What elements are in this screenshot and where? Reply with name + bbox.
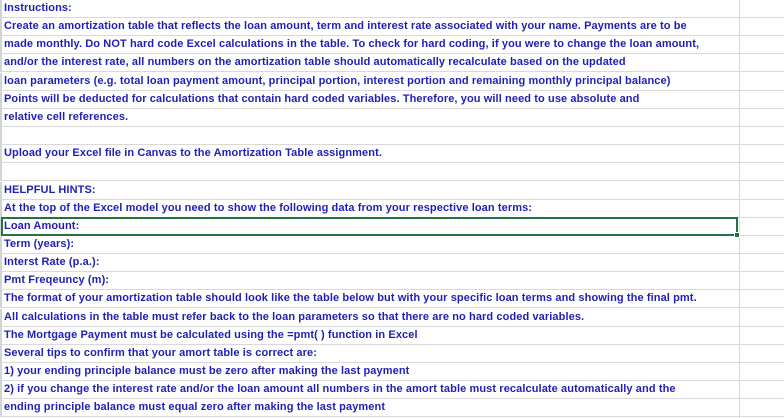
row-left-border: [0, 327, 2, 344]
cell-text[interactable]: At the top of the Excel model you need to show the following data from your respective loan terms:: [4, 201, 533, 214]
row-left-border: [0, 381, 2, 398]
row-left-border: [0, 182, 2, 199]
sheet-row[interactable]: [0, 36, 784, 54]
cell-text[interactable]: Term (years):: [4, 237, 75, 250]
sheet-row[interactable]: [0, 381, 784, 399]
active-cell-selection[interactable]: [1, 217, 738, 236]
sheet-row[interactable]: [0, 163, 784, 181]
row-left-border: [0, 54, 2, 71]
cell-text[interactable]: Loan Amount:: [4, 219, 80, 232]
row-left-border: [0, 345, 2, 362]
row-left-border: [0, 200, 2, 217]
cell-text[interactable]: Several tips to confirm that your amort table is correct are:: [4, 346, 317, 359]
row-left-border: [0, 254, 2, 271]
row-left-border: [0, 236, 2, 253]
cell-text[interactable]: made monthly. Do NOT hard code Excel calculations in the table. To check for hard coding, if you were to change the loan amount,: [4, 38, 700, 51]
row-left-border: [0, 91, 2, 108]
row-left-border: [0, 309, 2, 326]
row-left-border: [0, 18, 2, 35]
cell-text[interactable]: All calculations in the table must refer back to the loan parameters so that there are no hard coded variables.: [4, 310, 585, 323]
sheet-row[interactable]: [0, 54, 784, 72]
sheet-row[interactable]: [0, 91, 784, 109]
row-left-border: [0, 109, 2, 126]
sheet-row[interactable]: [0, 363, 784, 381]
row-left-border: [0, 363, 2, 380]
sheet-row[interactable]: [0, 182, 784, 200]
sheet-row[interactable]: [0, 109, 784, 127]
sheet-row[interactable]: [0, 254, 784, 272]
sheet-row[interactable]: [0, 327, 784, 345]
row-left-border: [0, 163, 2, 180]
sheet-row[interactable]: [0, 309, 784, 327]
cell-text[interactable]: Points will be deducted for calculations that contain hard coded variables. Therefore, you will need to use absolute and: [4, 92, 640, 105]
cell-text[interactable]: 2) if you change the interest rate and/or the loan amount all numbers in the amort table must recalculate automatically and the: [4, 383, 676, 396]
row-left-border: [0, 399, 2, 416]
cell-text[interactable]: loan parameters (e.g. total loan payment amount, principal portion, interest portion and remaining monthly principal balance): [4, 74, 671, 87]
cell-text[interactable]: Interst Rate (p.a.):: [4, 256, 100, 269]
cell-text[interactable]: 1) your ending principle balance must be zero after making the last payment: [4, 365, 410, 377]
row-left-border: [0, 0, 2, 17]
row-left-border: [0, 272, 2, 289]
sheet-row[interactable]: [0, 345, 784, 363]
row-left-border: [0, 73, 2, 90]
cell-text[interactable]: The Mortgage Payment must be calculated using the =pmt( ) function in Excel: [4, 328, 418, 341]
sheet-row[interactable]: [0, 145, 784, 163]
cell-text[interactable]: Create an amortization table that reflects the loan amount, term and interest rate associated with your name. Payments are to be: [4, 20, 687, 33]
cell-text[interactable]: Upload your Excel file in Canvas to the Amortization Table assignment.: [4, 147, 383, 160]
sheet-row[interactable]: [0, 0, 784, 18]
row-left-border: [0, 145, 2, 162]
sheet-row[interactable]: [0, 399, 784, 417]
sheet-row[interactable]: [0, 73, 784, 91]
fill-handle[interactable]: [734, 232, 740, 238]
cell-text[interactable]: and/or the interest rate, all numbers on the amortization table should automatically recalculate based on the updated: [4, 56, 626, 69]
row-left-border: [0, 36, 2, 53]
sheet-row[interactable]: [0, 272, 784, 290]
cell-text[interactable]: Pmt Freqeuncy (m):: [4, 274, 110, 287]
cell-text[interactable]: The format of your amortization table should look like the table below but with your specific loan terms and showing the final pmt.: [4, 292, 697, 305]
cell-text[interactable]: Instructions:: [4, 2, 72, 14]
row-left-border: [0, 127, 2, 144]
cell-text[interactable]: HELPFUL HINTS:: [4, 183, 96, 196]
sheet-row[interactable]: [0, 127, 784, 145]
sheet-row[interactable]: [0, 290, 784, 308]
sheet-row[interactable]: [0, 236, 784, 254]
sheet-row[interactable]: [0, 18, 784, 36]
sheet-row[interactable]: [0, 200, 784, 218]
row-left-border: [0, 290, 2, 307]
cell-text[interactable]: ending principle balance must equal zero after making the last payment: [4, 401, 386, 414]
cell-text[interactable]: relative cell references.: [4, 110, 129, 123]
